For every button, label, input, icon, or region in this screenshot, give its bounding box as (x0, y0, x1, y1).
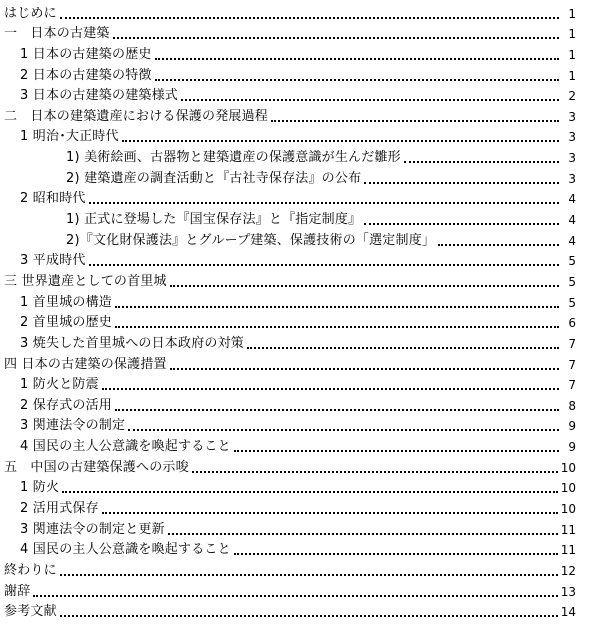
toc-entry-page-number: 1 (568, 47, 576, 62)
dot-leader (364, 182, 559, 184)
toc-entry[interactable] (0, 251, 594, 272)
toc-entry[interactable] (0, 86, 594, 107)
toc-entry-page-number: 1 (568, 68, 576, 83)
toc-entry-title: 一 日本の古建築 (4, 26, 110, 42)
dot-leader (271, 120, 559, 122)
toc-entry-page-number: 9 (568, 419, 576, 434)
toc-entry[interactable] (0, 478, 594, 499)
toc-entry-page-number: 4 (568, 233, 576, 248)
toc-entry-title: 二 日本の建築遺産における保護の発展過程 (4, 108, 269, 124)
toc-entry-title: 1 首里城の構造 (20, 294, 113, 310)
toc-entry[interactable] (0, 354, 594, 375)
toc-entry-title: 2 活用式保存 (20, 501, 99, 517)
toc-entry[interactable] (0, 209, 594, 230)
toc-entry-title: 1 明治･大正時代 (20, 129, 119, 145)
dot-leader (192, 471, 558, 473)
toc-entry-page-number: 7 (568, 378, 576, 393)
toc-entry-title: 1 防火と防震 (20, 377, 99, 393)
toc-entry[interactable] (0, 106, 594, 127)
toc-entry[interactable] (0, 560, 594, 581)
toc-entry-title: はじめに (4, 5, 57, 21)
dot-leader (115, 409, 559, 411)
dot-leader (364, 223, 559, 225)
toc-entry-page-number: 2 (568, 89, 576, 104)
toc-entry[interactable] (0, 271, 594, 292)
toc-entry-title: 終わりに (4, 562, 57, 578)
dot-leader (89, 264, 559, 266)
toc-entry-title: 3 焼失した首里城への日本政府の対策 (20, 335, 245, 351)
toc-entry-page-number: 13 (560, 584, 576, 599)
toc-entry[interactable] (0, 24, 594, 45)
toc-entry-title: 3 日本の古建築の建築様式 (20, 88, 179, 104)
dot-leader (247, 347, 559, 349)
toc-entry-page-number: 4 (568, 192, 576, 207)
dot-leader (122, 140, 559, 142)
toc-entry-title: 三 世界遺産としての首里城 (4, 273, 167, 289)
dot-leader (234, 553, 558, 555)
toc-entry-page-number: 5 (568, 254, 576, 269)
toc-entry-page-number: 5 (568, 274, 576, 289)
toc-entry-page-number: 12 (560, 563, 576, 578)
toc-entry-title: 四 日本の古建築の保護措置 (4, 356, 167, 372)
toc-entry[interactable] (0, 168, 594, 189)
dot-leader (115, 306, 559, 308)
toc-entry[interactable] (0, 333, 594, 354)
toc-entry[interactable] (0, 519, 594, 540)
toc-entry[interactable] (0, 147, 594, 168)
toc-entry-page-number: 9 (568, 440, 576, 455)
dot-leader (438, 244, 559, 246)
toc-entry[interactable] (0, 457, 594, 478)
toc-entry-title: 2) 建築遺産の調査活動と『古社寺保存法』の公布 (66, 170, 362, 186)
toc-entry[interactable] (0, 581, 594, 602)
toc-entry-page-number: 3 (568, 130, 576, 145)
toc-entry[interactable] (0, 230, 594, 251)
dot-leader (155, 79, 559, 81)
dot-leader (33, 595, 557, 597)
dot-leader (155, 58, 559, 60)
toc-entry-page-number: 4 (568, 213, 576, 228)
toc-entry[interactable] (0, 498, 594, 519)
toc-entry-page-number: 10 (560, 460, 576, 475)
toc-entry-title: 3 関連法令の制定と更新 (20, 521, 165, 537)
toc-entry-title: 2 保存式の活用 (20, 397, 113, 413)
toc-entry[interactable] (0, 416, 594, 437)
dot-leader (102, 512, 558, 514)
dot-leader (170, 368, 559, 370)
toc-entry[interactable] (0, 44, 594, 65)
dot-leader (128, 429, 559, 431)
toc-entry-title: 4 国民の主人公意識を喚起すること (20, 542, 231, 558)
dot-leader (89, 202, 559, 204)
toc-entry-title: 2 昭和時代 (20, 191, 86, 207)
toc-entry[interactable] (0, 540, 594, 561)
toc-entry-title: 2 日本の古建築の特徴 (20, 67, 152, 83)
toc-entry-title: 3 平成時代 (20, 253, 86, 269)
dot-leader (60, 17, 559, 19)
toc-entry-title: 1 日本の古建築の歴史 (20, 46, 152, 62)
dot-leader (170, 285, 559, 287)
dot-leader (115, 326, 559, 328)
dot-leader (102, 388, 559, 390)
toc-entry-title: 2 首里城の歴史 (20, 315, 113, 331)
dot-leader (234, 450, 559, 452)
dot-leader (168, 533, 558, 535)
toc-entry-page-number: 3 (568, 171, 576, 186)
dot-leader (62, 491, 558, 493)
toc-entry-page-number: 14 (560, 605, 576, 620)
toc-entry-title: 五 中国の古建築保護への示唆 (4, 459, 189, 475)
toc-entry-page-number: 1 (568, 27, 576, 42)
toc-entry-page-number: 10 (560, 481, 576, 496)
toc-entry[interactable] (0, 65, 594, 86)
dot-leader (404, 161, 559, 163)
toc-entry-title: 1) 美術絵画、古器物と建築遺産の保護意識が生んだ雛形 (66, 150, 401, 166)
toc-entry-title: 1 防火 (20, 480, 60, 496)
toc-entry-title: 1) 正式に登場した『国宝保存法』と『指定制度』 (66, 212, 362, 228)
toc-entry[interactable] (0, 127, 594, 148)
toc-entry[interactable] (0, 395, 594, 416)
toc-entry[interactable] (0, 292, 594, 313)
toc-entry-page-number: 11 (560, 522, 576, 537)
toc-entry-page-number: 11 (560, 543, 576, 558)
toc-entry-title: 3 関連法令の制定 (20, 418, 126, 434)
toc-entry-page-number: 5 (568, 295, 576, 310)
toc-entry-page-number: 1 (568, 6, 576, 21)
toc-entry-page-number: 8 (568, 398, 576, 413)
toc-entry[interactable] (0, 313, 594, 334)
dot-leader (181, 99, 559, 101)
dot-leader (60, 615, 558, 617)
toc-entry[interactable] (0, 436, 594, 457)
toc-entry-title: 参考文献 (4, 604, 57, 620)
dot-leader (113, 37, 559, 39)
toc-entry-page-number: 3 (568, 151, 576, 166)
toc-entry-page-number: 7 (568, 336, 576, 351)
toc-entry-page-number: 10 (560, 502, 576, 517)
dot-leader (60, 574, 558, 576)
toc-entry[interactable] (0, 375, 594, 396)
toc-entry-page-number: 6 (568, 316, 576, 331)
toc-entry[interactable] (0, 189, 594, 210)
toc-entry-title: 2)『文化財保護法』とグループ建築、保護技術の「選定制度」 (66, 232, 436, 248)
toc-entry-page-number: 3 (568, 109, 576, 124)
toc-entry-page-number: 7 (568, 357, 576, 372)
toc-entry[interactable] (0, 3, 594, 24)
toc-entry[interactable] (0, 602, 594, 623)
toc-entry-title: 4 国民の主人公意識を喚起すること (20, 439, 231, 455)
toc-entry-title: 謝辞 (4, 583, 31, 599)
